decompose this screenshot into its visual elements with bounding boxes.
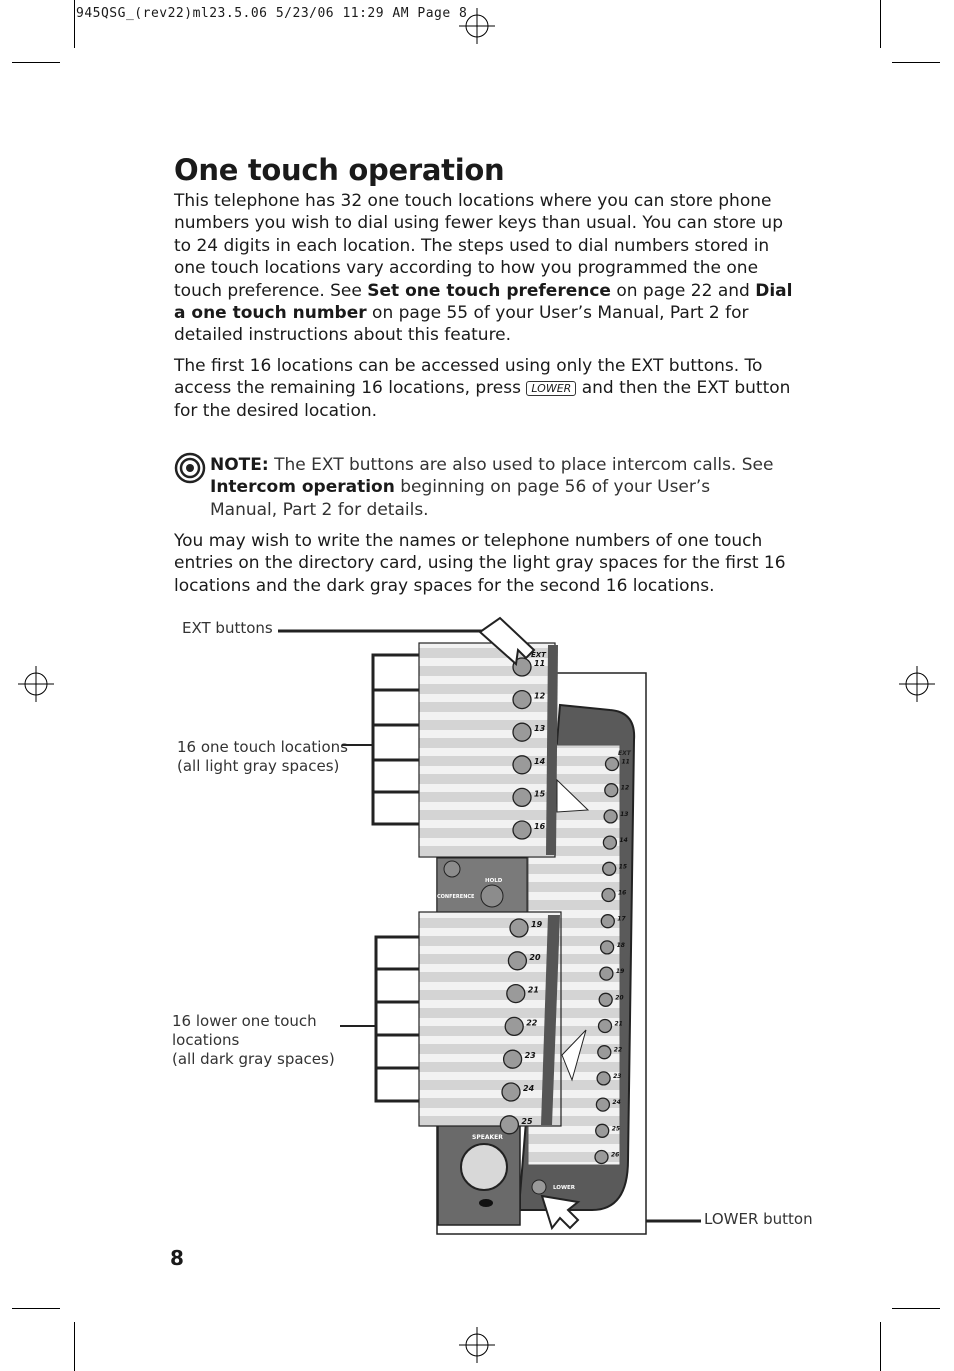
ext-button-23[interactable] <box>597 1072 610 1085</box>
ext-number-23: 23 <box>524 1051 536 1061</box>
ext-button-11[interactable] <box>606 758 619 771</box>
lower-locations-label: 16 lower one touch locations (all dark gray spaces) <box>172 1012 335 1068</box>
ext-button-22[interactable] <box>598 1046 611 1059</box>
ext-number-14: 14 <box>534 756 546 766</box>
ext-button-19[interactable] <box>600 967 613 980</box>
upper-ext-label: EXT <box>531 651 546 659</box>
ext-button-12[interactable] <box>513 691 531 709</box>
ext-buttons-label: EXT buttons <box>182 619 273 637</box>
ext-number-14: 14 <box>619 837 628 845</box>
ext-number-16: 16 <box>534 822 546 831</box>
page-title: One touch operation <box>174 153 505 187</box>
ext-number-16: 16 <box>618 889 627 897</box>
speaker-label: SPEAKER <box>472 1134 503 1141</box>
directory-paragraph: You may wish to write the names or telephone numbers of one touch entries on the directory card, using the light gray spaces for the first 16 locations and the dark gray spaces for the second 16 locations. <box>174 531 786 596</box>
lower-button-text: LOWER <box>553 1185 576 1191</box>
ext-number-21: 21 <box>614 1020 623 1028</box>
ext-button-13[interactable] <box>604 810 617 823</box>
ext-button-12[interactable] <box>605 784 618 797</box>
ext-number-25: 25 <box>611 1125 621 1133</box>
ext-button-22[interactable] <box>505 1017 523 1035</box>
ext-button-23[interactable] <box>504 1050 522 1068</box>
upper-locations-label: 16 one touch locations (all light gray spaces) <box>177 738 348 775</box>
ext-number-11: 11 <box>621 758 630 766</box>
ext-number-25: 25 <box>521 1116 533 1126</box>
ext-button-20[interactable] <box>599 993 612 1006</box>
ext-number-11: 11 <box>534 659 546 668</box>
ext-button-25[interactable] <box>596 1124 609 1137</box>
conference-button <box>444 861 460 877</box>
ext-button-21[interactable] <box>599 1020 612 1033</box>
ext-button-20[interactable] <box>508 952 526 970</box>
hold-button <box>481 885 503 907</box>
ext-number-24: 24 <box>612 1099 621 1107</box>
ext-button-14[interactable] <box>513 756 531 774</box>
page-number: 8 <box>170 1246 184 1270</box>
ext-number-23: 23 <box>613 1072 622 1080</box>
ext-number-13: 13 <box>534 724 546 734</box>
lower-button <box>532 1180 546 1194</box>
print-slug: 945QSG_(rev22)ml23.5.06 5/23/06 11:29 AM Page 8 <box>76 6 468 21</box>
ext-button-26[interactable] <box>595 1151 608 1164</box>
ext-number-24: 24 <box>523 1084 535 1093</box>
ext-number-22: 22 <box>613 1046 623 1054</box>
lower-directory-card <box>419 912 561 1126</box>
ext-button-24[interactable] <box>502 1083 520 1101</box>
ext-number-22: 22 <box>526 1018 538 1028</box>
note-text: NOTE: The EXT buttons are also used to place intercom calls. See Intercom operation beginning on page 56 of your User’s Manual, Part 2 for details. <box>210 455 774 520</box>
upper-card-curve <box>546 645 558 855</box>
ext-number-12: 12 <box>534 691 546 701</box>
conference-label: CONFERENCE <box>437 894 475 900</box>
ext-button-15[interactable] <box>603 862 616 875</box>
base-ext-label: EXT <box>618 750 631 757</box>
ext-number-19: 19 <box>531 920 543 929</box>
ext-number-15: 15 <box>534 789 546 799</box>
ext-number-26: 26 <box>611 1151 620 1159</box>
ext-button-21[interactable] <box>507 985 525 1003</box>
ext-number-15: 15 <box>618 863 628 871</box>
speaker-led <box>479 1199 493 1207</box>
ext-button-16[interactable] <box>602 889 615 902</box>
ext-button-25[interactable] <box>500 1116 518 1134</box>
ext-number-17: 17 <box>617 915 626 923</box>
ext-number-20: 20 <box>615 994 624 1002</box>
access-paragraph: The first 16 locations can be accessed using only the EXT buttons. To access the remaining 16 locations, press LOWER and then the EXT button for the desired location. <box>174 356 791 421</box>
lower-key-icon: LOWER <box>526 381 576 396</box>
ext-number-13: 13 <box>620 810 629 818</box>
intro-paragraph: This telephone has 32 one touch locations where you can store phone numbers you wish to dial using fewer keys than usual. You can store up to 24 digits in each location. The steps used to dial numbers stored in one touch locations vary according to how you programmed the one touch preference. See Set one touch preference on page 22 and Dial a one touch number on page 55 of your User’s Manual, Part 2 for detailed instructions about this feature. <box>174 191 793 346</box>
speaker-button <box>461 1144 507 1190</box>
ext-number-21: 21 <box>527 985 539 995</box>
ext-button-16[interactable] <box>513 821 531 839</box>
hold-label: HOLD <box>485 878 503 884</box>
upper-bracket <box>373 655 424 824</box>
lower-button-label: LOWER button <box>704 1210 813 1228</box>
ext-button-15[interactable] <box>513 788 531 806</box>
ext-button-14[interactable] <box>603 836 616 849</box>
ext-button-13[interactable] <box>513 723 531 741</box>
ext-button-17[interactable] <box>601 915 614 928</box>
ext-number-20: 20 <box>529 952 541 962</box>
ext-number-12: 12 <box>620 784 630 792</box>
ext-number-19: 19 <box>615 968 625 976</box>
ext-button-19[interactable] <box>510 919 528 937</box>
ext-button-18[interactable] <box>601 941 614 954</box>
ext-button-24[interactable] <box>596 1098 609 1111</box>
ext-number-18: 18 <box>616 941 625 949</box>
